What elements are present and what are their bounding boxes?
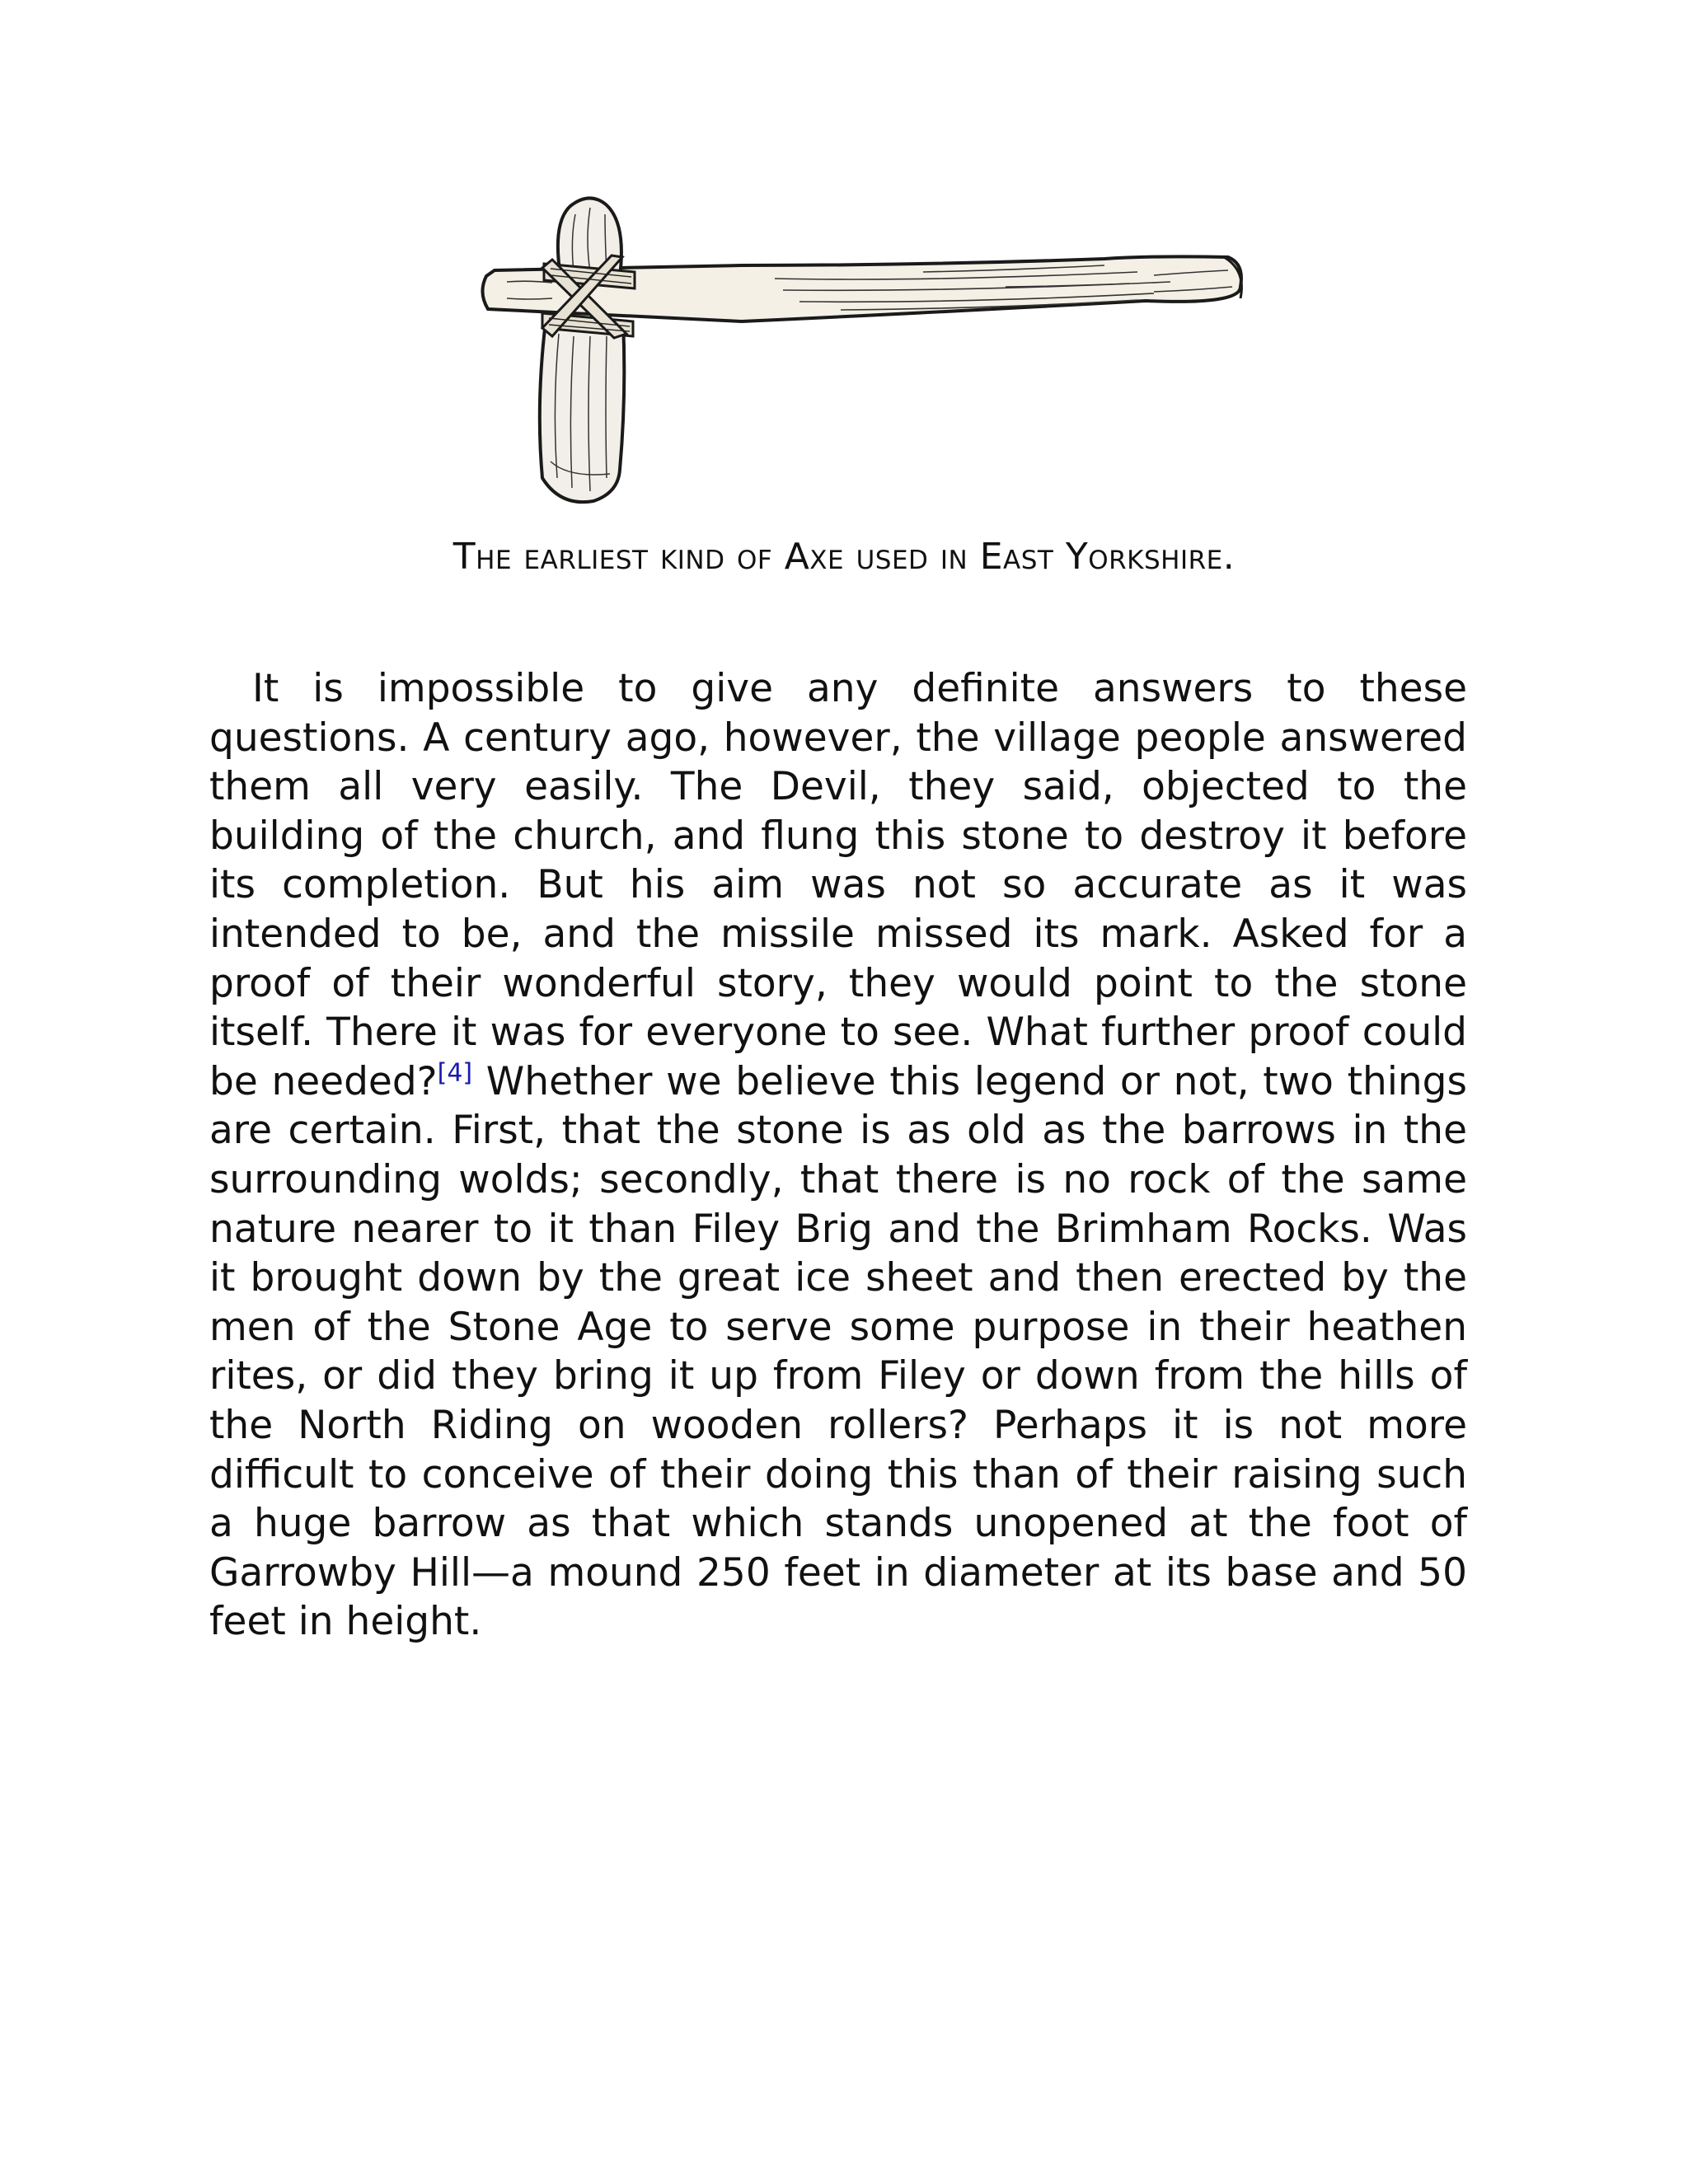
axe-figure — [429, 190, 1253, 519]
figure-caption: The earliest kind of Axe used in East Yorkshire. — [452, 536, 1236, 578]
footnote-link-4[interactable]: [4] — [437, 1058, 473, 1088]
body-paragraph — [209, 664, 1467, 1647]
stone-axe-illustration-icon — [429, 190, 1253, 519]
paragraph-text-part-1: It is impossible to give any definite answers to these questions. A century ago, however, the village people answered them all very easily. The Devil, they said, objected to the building of the church, and flung this stone to destroy it before its completion. But his aim was not so accurate as it was intended to be, and the missile missed its mark. Asked for a proof of their wonderful story, they would point to the stone itself. There it was for everyone to see. What further proof could be needed? — [209, 666, 1467, 1104]
paragraph-text-part-2: Whether we believe this legend or not, two things are certain. First, that the stone is as old as the barrows in the surrounding wolds; secondly, that there is no rock of the same nature nearer to it than Filey Brig and the Brimham Rocks. Was it brought down by the great ice sheet and then erected by the men of the Stone Age to serve some purpose in their heathen rites, or did they bring it up from Filey or down from the hills of the North Riding on wooden rollers? Perhaps it is not more difficult to conceive of their doing this than of their raising such a huge barrow as that which stands unopened at the foot of Garrowby Hill—a mound 250 feet in diameter at its base and 50 feet in height. — [209, 1058, 1467, 1645]
stone-head-blade — [540, 321, 625, 502]
